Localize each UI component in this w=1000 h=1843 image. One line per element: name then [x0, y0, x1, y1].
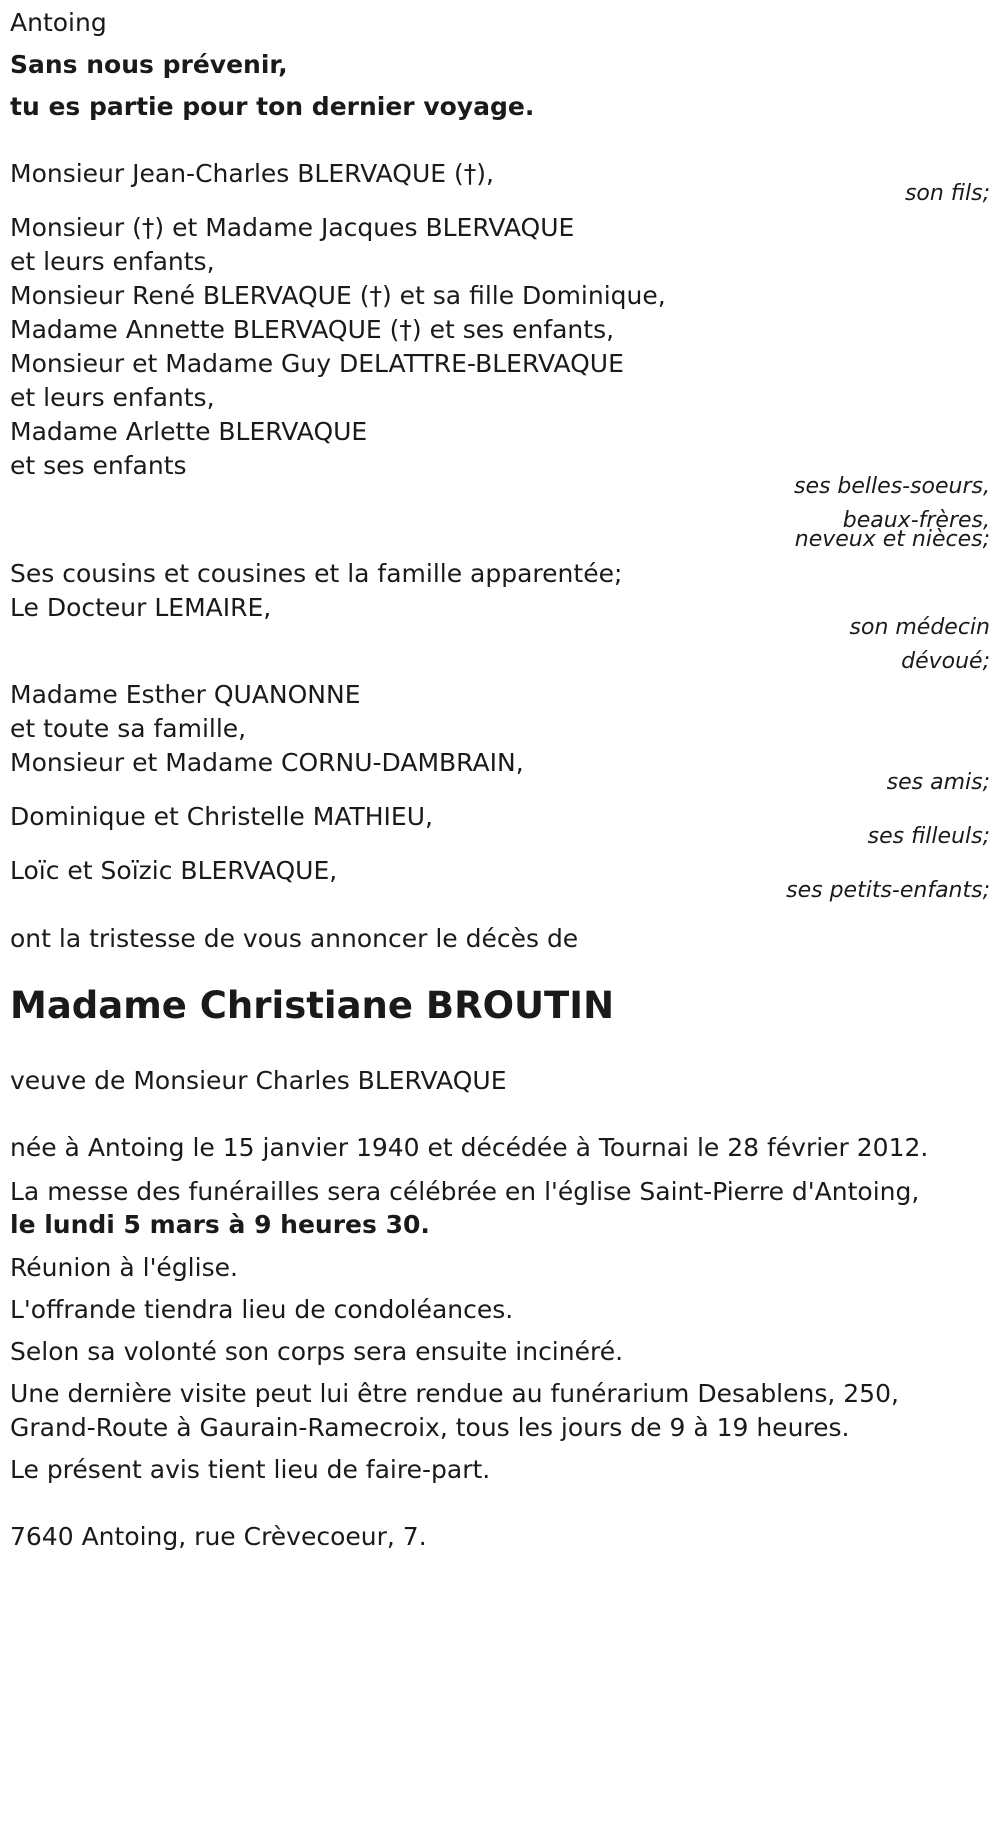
- inlaws-line-8: et ses enfants: [10, 451, 187, 480]
- inlaws-line-1: Monsieur (†) et Madame Jacques BLERVAQUE: [10, 213, 575, 242]
- doctor-name: Le Docteur LEMAIRE,: [10, 593, 272, 622]
- godchildren-names: Dominique et Christelle MATHIEU,: [10, 802, 433, 831]
- offering-line: L'offrande tiendra lieu de condoléances.: [10, 1295, 514, 1324]
- widow-of: veuve de Monsieur Charles BLERVAQUE: [10, 1066, 507, 1095]
- grandchildren-names: Loïc et Soïzic BLERVAQUE,: [10, 856, 338, 885]
- mass-line-2: le lundi 5 mars à 9 heures 30.: [10, 1210, 430, 1239]
- inlaws-line-5: Monsieur et Madame Guy DELATTRE-BLERVAQUE: [10, 349, 624, 378]
- meeting-line: Réunion à l'église.: [10, 1253, 238, 1282]
- mass-line-1: La messe des funérailles sera célébrée en l'église Saint-Pierre d'Antoing,: [10, 1177, 920, 1206]
- inlaws-role-1: ses belles-soeurs,: [793, 474, 990, 499]
- son-role: son fils;: [904, 181, 990, 206]
- friends-line-1: Madame Esther QUANONNE: [10, 680, 361, 709]
- town-name: Antoing: [10, 8, 107, 37]
- inlaws-role-2: beaux-frères,: [842, 508, 990, 533]
- godchildren-role: ses filleuls;: [867, 824, 990, 849]
- verse-line-2: tu es partie pour ton dernier voyage.: [10, 92, 535, 121]
- verse-line-1: Sans nous prévenir,: [10, 50, 288, 79]
- friends-role: ses amis;: [886, 770, 990, 795]
- friends-line-2: et toute sa famille,: [10, 714, 247, 743]
- doctor-role-2: dévoué;: [901, 649, 990, 674]
- friends-line-3: Monsieur et Madame CORNU-DAMBRAIN,: [10, 748, 524, 777]
- inlaws-line-4: Madame Annette BLERVAQUE (†) et ses enfants,: [10, 315, 615, 344]
- inlaws-line-6: et leurs enfants,: [10, 383, 215, 412]
- inlaws-line-3: Monsieur René BLERVAQUE (†) et sa fille Dominique,: [10, 281, 666, 310]
- visit-line-2: Grand-Route à Gaurain-Ramecroix, tous les jours de 9 à 19 heures.: [10, 1413, 850, 1442]
- inlaws-role-3: neveux et nièces;: [794, 527, 990, 552]
- inlaws-line-2: et leurs enfants,: [10, 247, 215, 276]
- cousins-line: Ses cousins et cousines et la famille apparentée;: [10, 559, 623, 588]
- cremation-line: Selon sa volonté son corps sera ensuite incinéré.: [10, 1337, 624, 1366]
- visit-line-1: Une dernière visite peut lui être rendue au funérarium Desablens, 250,: [10, 1379, 899, 1408]
- birth-death-line: née à Antoing le 15 janvier 1940 et décédée à Tournai le 28 février 2012.: [10, 1133, 929, 1162]
- doctor-role-1: son médecin: [849, 615, 990, 640]
- son-name: Monsieur Jean-Charles BLERVAQUE (†),: [10, 159, 494, 188]
- announcement-intro: ont la tristesse de vous annoncer le décès de: [10, 924, 579, 953]
- deceased-name: Madame Christiane BROUTIN: [10, 984, 615, 1027]
- notice-line: Le présent avis tient lieu de faire-part.: [10, 1455, 491, 1484]
- address-line: 7640 Antoing, rue Crèvecoeur, 7.: [10, 1522, 427, 1551]
- grandchildren-role: ses petits-enfants;: [786, 878, 990, 903]
- inlaws-line-7: Madame Arlette BLERVAQUE: [10, 417, 368, 446]
